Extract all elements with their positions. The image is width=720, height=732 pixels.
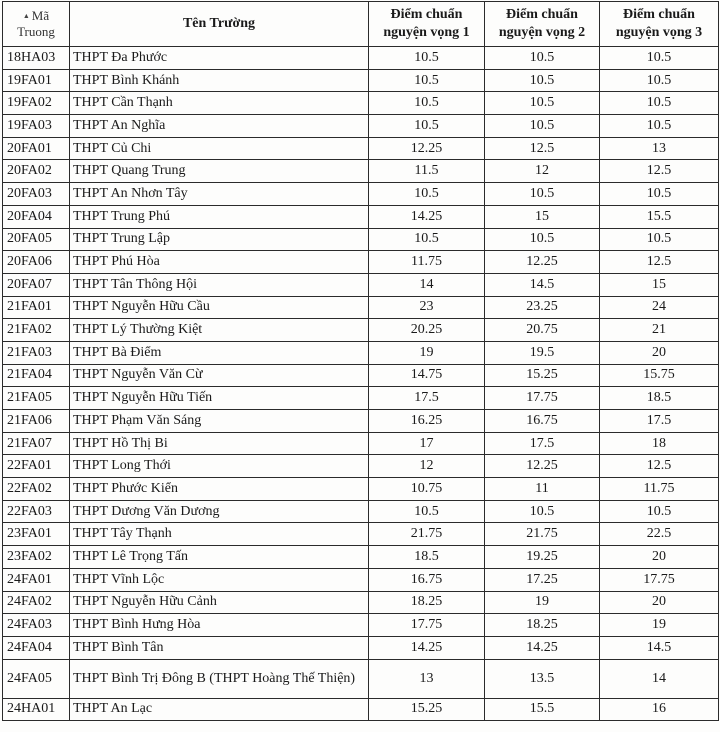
score-nv3-cell: 17.5 bbox=[600, 410, 719, 433]
score-nv2-cell: 14.25 bbox=[485, 636, 600, 659]
score-nv1-cell: 11.5 bbox=[369, 160, 485, 183]
score-nv2-cell: 23.25 bbox=[485, 296, 600, 319]
table-row bbox=[3, 115, 719, 138]
score-nv3-cell: 15.75 bbox=[600, 364, 719, 387]
table-row bbox=[3, 432, 719, 455]
score-nv2-cell: 15 bbox=[485, 205, 600, 228]
score-nv3-cell: 14.5 bbox=[600, 636, 719, 659]
score-nv2-cell: 17.25 bbox=[485, 568, 600, 591]
score-nv1-cell: 14 bbox=[369, 273, 485, 296]
score-nv1-cell: 17.5 bbox=[369, 387, 485, 410]
score-nv1-cell: 21.75 bbox=[369, 523, 485, 546]
school-code-cell: 21FA02 bbox=[3, 319, 70, 342]
score-nv1-cell: 10.5 bbox=[369, 47, 485, 70]
score-nv3-cell: 20 bbox=[600, 341, 719, 364]
table-row bbox=[3, 296, 719, 319]
school-name-cell: THPT Hồ Thị Bi bbox=[70, 432, 369, 455]
score-nv1-cell: 19 bbox=[369, 341, 485, 364]
school-name-cell: THPT Trung Phú bbox=[70, 205, 369, 228]
table-row bbox=[3, 568, 719, 591]
score-nv2-cell: 11 bbox=[485, 478, 600, 501]
table-row bbox=[3, 92, 719, 115]
score-nv3-cell: 10.5 bbox=[600, 500, 719, 523]
score-nv1-cell: 10.75 bbox=[369, 478, 485, 501]
table-row bbox=[3, 698, 719, 721]
school-name-cell: THPT Nguyễn Hữu Tiến bbox=[70, 387, 369, 410]
score-nv2-cell: 10.5 bbox=[485, 92, 600, 115]
column-header-nv1: Điểm chuẩn nguyện vọng 1 bbox=[369, 2, 485, 47]
school-code-cell: 21FA04 bbox=[3, 364, 70, 387]
table-row bbox=[3, 636, 719, 659]
table-header bbox=[3, 2, 719, 47]
table-row bbox=[3, 251, 719, 274]
score-nv1-cell: 12 bbox=[369, 455, 485, 478]
school-name-cell: THPT Dương Văn Dương bbox=[70, 500, 369, 523]
school-name-cell: THPT Trung Lập bbox=[70, 228, 369, 251]
school-code-cell: 22FA03 bbox=[3, 500, 70, 523]
score-nv1-cell: 14.25 bbox=[369, 205, 485, 228]
score-nv1-cell: 20.25 bbox=[369, 319, 485, 342]
school-code-cell: 24HA01 bbox=[3, 698, 70, 721]
score-nv1-cell: 10.5 bbox=[369, 183, 485, 206]
school-code-cell: 22FA02 bbox=[3, 478, 70, 501]
score-nv2-cell: 16.75 bbox=[485, 410, 600, 433]
school-name-cell: THPT Bình Trị Đông B (THPT Hoàng Thế Thiện) bbox=[70, 659, 369, 698]
table-row bbox=[3, 659, 719, 698]
table-row bbox=[3, 319, 719, 342]
school-code-cell: 19FA02 bbox=[3, 92, 70, 115]
score-nv2-cell: 10.5 bbox=[485, 47, 600, 70]
school-code-cell: 23FA01 bbox=[3, 523, 70, 546]
school-name-cell: THPT An Nhơn Tây bbox=[70, 183, 369, 206]
score-nv1-cell: 18.5 bbox=[369, 546, 485, 569]
score-nv3-cell: 10.5 bbox=[600, 69, 719, 92]
table-row bbox=[3, 364, 719, 387]
school-name-cell: THPT Bà Điểm bbox=[70, 341, 369, 364]
school-name-cell: THPT Phước Kiển bbox=[70, 478, 369, 501]
score-nv1-cell: 10.5 bbox=[369, 228, 485, 251]
score-nv3-cell: 15 bbox=[600, 273, 719, 296]
score-nv3-cell: 10.5 bbox=[600, 228, 719, 251]
school-name-cell: THPT Củ Chi bbox=[70, 137, 369, 160]
score-nv3-cell: 19 bbox=[600, 614, 719, 637]
school-code-cell: 20FA03 bbox=[3, 183, 70, 206]
table-row bbox=[3, 183, 719, 206]
score-nv2-cell: 19 bbox=[485, 591, 600, 614]
school-code-cell: 20FA02 bbox=[3, 160, 70, 183]
school-code-cell: 24FA01 bbox=[3, 568, 70, 591]
score-nv2-cell: 12.25 bbox=[485, 251, 600, 274]
score-nv1-cell: 16.25 bbox=[369, 410, 485, 433]
school-code-cell: 21FA06 bbox=[3, 410, 70, 433]
school-name-cell: THPT Lý Thường Kiệt bbox=[70, 319, 369, 342]
score-nv2-cell: 18.25 bbox=[485, 614, 600, 637]
score-nv1-cell: 16.75 bbox=[369, 568, 485, 591]
score-nv2-cell: 17.5 bbox=[485, 432, 600, 455]
score-nv2-cell: 19.5 bbox=[485, 341, 600, 364]
school-name-cell: THPT Nguyễn Hữu Cầu bbox=[70, 296, 369, 319]
admission-score-table bbox=[2, 1, 719, 721]
column-header-code-label: Mã Truong bbox=[17, 8, 55, 39]
school-code-cell: 20FA06 bbox=[3, 251, 70, 274]
school-code-cell: 20FA01 bbox=[3, 137, 70, 160]
score-nv1-cell: 12.25 bbox=[369, 137, 485, 160]
score-nv3-cell: 12.5 bbox=[600, 455, 719, 478]
score-nv3-cell: 20 bbox=[600, 591, 719, 614]
score-nv3-cell: 10.5 bbox=[600, 115, 719, 138]
score-nv2-cell: 20.75 bbox=[485, 319, 600, 342]
column-header-school-name: Tên Trường bbox=[70, 2, 369, 47]
score-nv3-cell: 18 bbox=[600, 432, 719, 455]
score-nv3-cell: 12.5 bbox=[600, 160, 719, 183]
score-nv3-cell: 12.5 bbox=[600, 251, 719, 274]
school-code-cell: 21FA03 bbox=[3, 341, 70, 364]
score-nv3-cell: 15.5 bbox=[600, 205, 719, 228]
score-nv2-cell: 10.5 bbox=[485, 228, 600, 251]
school-code-cell: 18HA03 bbox=[3, 47, 70, 70]
school-code-cell: 19FA01 bbox=[3, 69, 70, 92]
school-name-cell: THPT Long Thới bbox=[70, 455, 369, 478]
score-nv2-cell: 10.5 bbox=[485, 500, 600, 523]
school-name-cell: THPT Quang Trung bbox=[70, 160, 369, 183]
score-nv1-cell: 14.75 bbox=[369, 364, 485, 387]
school-name-cell: THPT Cần Thạnh bbox=[70, 92, 369, 115]
table-row bbox=[3, 137, 719, 160]
score-nv3-cell: 16 bbox=[600, 698, 719, 721]
score-nv2-cell: 17.75 bbox=[485, 387, 600, 410]
score-nv3-cell: 13 bbox=[600, 137, 719, 160]
school-code-cell: 21FA01 bbox=[3, 296, 70, 319]
score-nv1-cell: 15.25 bbox=[369, 698, 485, 721]
table-row bbox=[3, 47, 719, 70]
school-code-cell: 20FA07 bbox=[3, 273, 70, 296]
table-row bbox=[3, 546, 719, 569]
score-nv2-cell: 14.5 bbox=[485, 273, 600, 296]
table-row bbox=[3, 410, 719, 433]
school-code-cell: 24FA02 bbox=[3, 591, 70, 614]
score-nv2-cell: 12.25 bbox=[485, 455, 600, 478]
school-code-cell: 24FA03 bbox=[3, 614, 70, 637]
score-nv1-cell: 17.75 bbox=[369, 614, 485, 637]
score-nv2-cell: 21.75 bbox=[485, 523, 600, 546]
school-name-cell: THPT Phạm Văn Sáng bbox=[70, 410, 369, 433]
score-nv2-cell: 19.25 bbox=[485, 546, 600, 569]
school-name-cell: THPT Bình Khánh bbox=[70, 69, 369, 92]
score-nv3-cell: 14 bbox=[600, 659, 719, 698]
school-code-cell: 24FA04 bbox=[3, 636, 70, 659]
table-row bbox=[3, 387, 719, 410]
table-body bbox=[3, 47, 719, 721]
school-code-cell: 20FA05 bbox=[3, 228, 70, 251]
table-row bbox=[3, 341, 719, 364]
score-nv2-cell: 10.5 bbox=[485, 183, 600, 206]
score-nv1-cell: 11.75 bbox=[369, 251, 485, 274]
score-nv1-cell: 10.5 bbox=[369, 69, 485, 92]
score-nv1-cell: 10.5 bbox=[369, 500, 485, 523]
score-nv2-cell: 15.25 bbox=[485, 364, 600, 387]
score-nv3-cell: 17.75 bbox=[600, 568, 719, 591]
score-nv3-cell: 10.5 bbox=[600, 183, 719, 206]
school-name-cell: THPT Tân Thông Hội bbox=[70, 273, 369, 296]
table-row bbox=[3, 205, 719, 228]
school-code-cell: 20FA04 bbox=[3, 205, 70, 228]
table-row bbox=[3, 614, 719, 637]
score-nv3-cell: 21 bbox=[600, 319, 719, 342]
score-nv3-cell: 20 bbox=[600, 546, 719, 569]
header-row bbox=[3, 2, 719, 47]
school-code-cell: 19FA03 bbox=[3, 115, 70, 138]
column-header-nv2: Điểm chuẩn nguyện vọng 2 bbox=[485, 2, 600, 47]
score-nv2-cell: 10.5 bbox=[485, 115, 600, 138]
column-header-code[interactable] bbox=[3, 2, 70, 47]
school-code-cell: 21FA07 bbox=[3, 432, 70, 455]
school-name-cell: THPT An Lạc bbox=[70, 698, 369, 721]
table-row bbox=[3, 69, 719, 92]
score-nv1-cell: 13 bbox=[369, 659, 485, 698]
table-row bbox=[3, 500, 719, 523]
table-row bbox=[3, 273, 719, 296]
score-nv2-cell: 12.5 bbox=[485, 137, 600, 160]
sort-icon[interactable]: ▲ bbox=[22, 12, 30, 20]
school-name-cell: THPT Phú Hòa bbox=[70, 251, 369, 274]
score-nv3-cell: 22.5 bbox=[600, 523, 719, 546]
score-nv1-cell: 17 bbox=[369, 432, 485, 455]
table-row bbox=[3, 591, 719, 614]
score-nv3-cell: 11.75 bbox=[600, 478, 719, 501]
score-nv2-cell: 13.5 bbox=[485, 659, 600, 698]
score-nv3-cell: 24 bbox=[600, 296, 719, 319]
score-nv3-cell: 18.5 bbox=[600, 387, 719, 410]
table-row bbox=[3, 228, 719, 251]
school-name-cell: THPT Vĩnh Lộc bbox=[70, 568, 369, 591]
school-code-cell: 23FA02 bbox=[3, 546, 70, 569]
school-code-cell: 21FA05 bbox=[3, 387, 70, 410]
score-nv1-cell: 23 bbox=[369, 296, 485, 319]
school-name-cell: THPT Bình Hưng Hòa bbox=[70, 614, 369, 637]
school-name-cell: THPT Tây Thạnh bbox=[70, 523, 369, 546]
score-nv2-cell: 10.5 bbox=[485, 69, 600, 92]
table-row bbox=[3, 455, 719, 478]
table-row bbox=[3, 523, 719, 546]
school-name-cell: THPT Đa Phước bbox=[70, 47, 369, 70]
column-header-nv3: Điểm chuẩn nguyện vọng 3 bbox=[600, 2, 719, 47]
school-code-cell: 24FA05 bbox=[3, 659, 70, 698]
table-row bbox=[3, 478, 719, 501]
score-nv3-cell: 10.5 bbox=[600, 47, 719, 70]
score-nv2-cell: 15.5 bbox=[485, 698, 600, 721]
score-nv3-cell: 10.5 bbox=[600, 92, 719, 115]
school-name-cell: THPT Bình Tân bbox=[70, 636, 369, 659]
school-name-cell: THPT An Nghĩa bbox=[70, 115, 369, 138]
table-row bbox=[3, 160, 719, 183]
score-nv1-cell: 10.5 bbox=[369, 115, 485, 138]
score-nv2-cell: 12 bbox=[485, 160, 600, 183]
score-nv1-cell: 10.5 bbox=[369, 92, 485, 115]
school-code-cell: 22FA01 bbox=[3, 455, 70, 478]
school-name-cell: THPT Lê Trọng Tấn bbox=[70, 546, 369, 569]
school-name-cell: THPT Nguyễn Văn Cừ bbox=[70, 364, 369, 387]
score-nv1-cell: 18.25 bbox=[369, 591, 485, 614]
school-name-cell: THPT Nguyễn Hữu Cảnh bbox=[70, 591, 369, 614]
score-nv1-cell: 14.25 bbox=[369, 636, 485, 659]
